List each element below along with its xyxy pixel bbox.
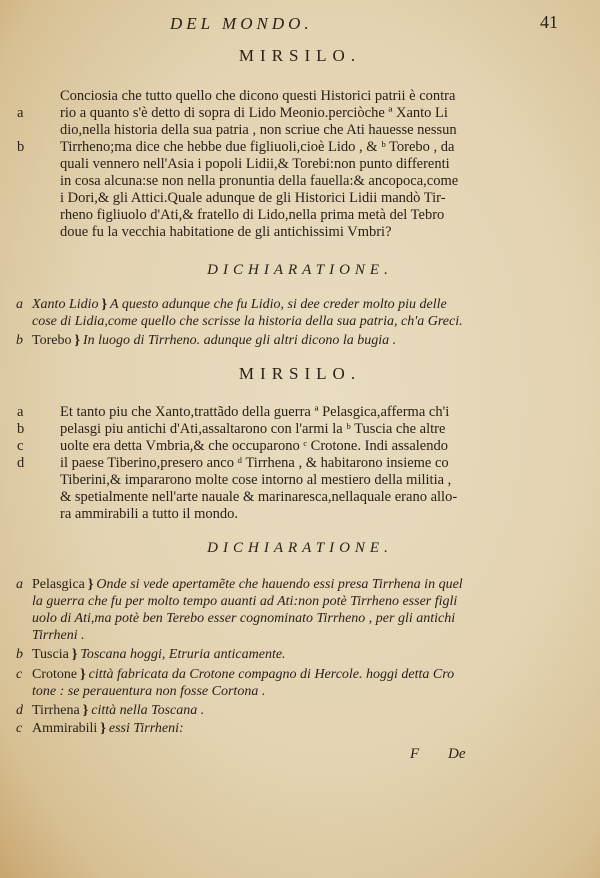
brace-icon: } [82,703,89,718]
note-marker: d [16,703,23,718]
note-text: In luogo di Tirrheno. adunque gli altri dicono la bugia . [82,333,397,348]
text-line: in cosa alcuna:se non nella pronuntia della fauella:& ancopoca,come [60,173,459,189]
note-line: cose di Lidia,come quello che scrisse la historia della sua patria, ch'a Greci. [32,314,463,329]
note-line [32,666,502,683]
margin-note-marker: c [17,438,24,454]
note-line: Tirrheni . [32,628,85,643]
text-line: i Dori,& gli Attici.Quale adunque de gli Historici Lidii mandò Tir- [60,190,446,206]
margin-note-marker: a [17,105,24,121]
note-line [32,296,502,313]
note-line: uolo di Ati,ma potè ben Terebo esser cognominato Tirrheno , per gli antichi [32,611,456,626]
note-marker: b [16,333,23,348]
note-line [32,702,502,719]
text-line: Tirrheno;ma dice che hebbe due figliuoli,cioè Lido , & ᵇ Torebo , da [60,139,455,155]
note-line [32,332,502,349]
text-line: Conciosia che tutto quello che dicono questi Historici patrii è contra [60,88,456,104]
running-title: DEL MONDO. [170,14,313,33]
text-line: dio,nella historia della sua patria , non scriue che Ati hauesse nessun [60,122,457,138]
brace-icon: } [80,667,86,682]
note-marker: b [16,647,23,662]
margin-note-marker: d [17,455,25,471]
note-line [32,720,502,737]
text-line: doue fu la vecchia habitatione de gli antichissimi Vmbri? [60,224,392,240]
note-key: Torebo [32,333,72,348]
note-marker: c [16,721,23,736]
note-key: Ammirabili [32,721,98,736]
brace-icon: } [100,721,106,736]
note-line: la guerra che fu per molto tempo auanti ad Ati:non potè Tirrheno esser figli [32,594,458,609]
text-line: Tiberini,& impararono molte cose intorno al mestiero della militia , [60,472,452,488]
margin-note-marker: b [17,139,25,155]
declaration-title-2: DICHIARATIONE. [207,540,393,556]
note-text: città fabricata da Crotone compagno di Hercole. hoggi detta Cro [88,667,455,682]
note-marker: a [16,297,23,312]
brace-icon: } [101,297,108,312]
page-number: 41 [540,12,558,32]
text-line: Et tanto piu che Xanto,trattãdo della guerra ª Pelasgica,afferma ch'i [60,404,450,420]
brace-icon: } [71,647,78,662]
note-marker: a [16,577,23,592]
note-line: tone : se perauentura non fosse Cortona . [32,684,266,699]
note-key: Crotone [32,667,78,682]
text-line: pelasgi piu antichi d'Ati,assaltarono con l'armi la ᵇ Tuscia che altre [60,421,446,437]
text-line: rheno figliuolo d'Ati,& fratello di Lido,nella prima metà del Tebro [60,207,445,223]
note-text: Toscana hoggi, Etruria anticamente. [80,647,286,662]
note-line [32,646,502,663]
section-title-mirsilo-2: MIRSILO. [238,364,362,383]
text-line: uolte era detta Vmbria,& che occuparono ᶜ Crotone. Indi assalendo [60,438,448,454]
section-title-mirsilo-1: MIRSILO. [238,46,362,65]
note-key: Xanto Lidio [32,297,99,312]
text-line: rio a quanto s'è detto di sopra di Lido Meonio.perciòche ª Xanto Li [60,105,448,121]
brace-icon: } [74,333,80,348]
note-text: A questo adunque che fu Lidio, si dee creder molto piu delle [110,297,447,312]
note-marker: c [16,667,23,682]
note-line [32,576,502,593]
note-key: Tirrhena [32,703,80,718]
note-key: Pelasgica [32,577,85,592]
note-key: Tuscia [32,647,69,662]
note-text: essi Tirrheni: [108,721,184,736]
signature-mark: F [410,746,420,762]
catchword: De [448,746,466,762]
text-line: quali vennero nell'Asia i popoli Lidii,& Torebi:non punto differenti [60,156,450,172]
text-line: & spetialmente nell'arte nauale & marinaresca,nellaquale erano allo- [60,489,458,505]
page-header [0,14,600,40]
note-text: città nella Toscana . [91,703,205,718]
text-line: ra ammirabili a tutto il mondo. [60,506,238,522]
declaration-title-1: DICHIARATIONE. [207,262,393,278]
brace-icon: } [87,577,94,592]
margin-note-marker: a [17,404,24,420]
note-text: Onde si vede apertamẽte che hauendo essi presa Tirrhena in quel [96,577,463,592]
text-line: il paese Tiberino,presero anco ᵈ Tirrhena , & habitarono insieme co [60,455,449,471]
margin-note-marker: b [17,421,25,437]
